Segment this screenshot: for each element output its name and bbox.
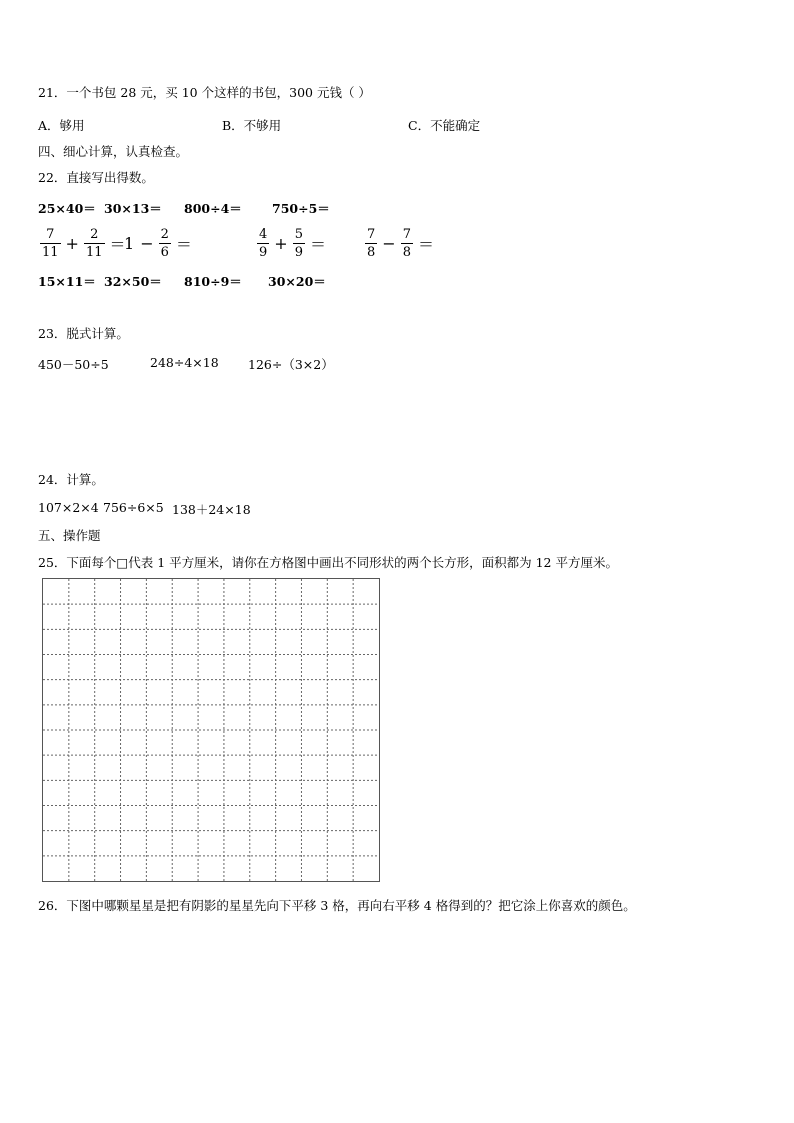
q22-fraction-expr-2 (124, 222, 195, 264)
q22-fraction-expr-4 (363, 222, 437, 264)
numerator: 5 (294, 226, 303, 242)
operator: − (140, 233, 154, 253)
operator: − (382, 233, 396, 253)
q22-expr-2: 30×13＝ (104, 201, 162, 216)
equals-sign: ＝ (417, 234, 434, 254)
fraction (40, 228, 61, 259)
denominator: 6 (160, 244, 169, 260)
grid-lines (43, 579, 379, 881)
q22-expr-8: 30×20＝ (268, 274, 326, 289)
q21-option-a: A．够用 (38, 118, 85, 133)
fraction (401, 228, 413, 259)
fraction (293, 228, 305, 259)
denominator: 8 (402, 244, 411, 260)
operator: + (274, 233, 288, 253)
whole-number: 1 (124, 233, 135, 253)
q25-text: 25．下面每个□代表 1 平方厘米，请你在方格图中画出不同形状的两个长方形，面积都为 12 平方厘米。 (38, 555, 618, 570)
numerator: 4 (259, 226, 268, 242)
q24-expr-3: 138＋24×18 (172, 502, 251, 517)
fraction (159, 228, 171, 259)
q22-fraction-expr-3 (255, 222, 329, 264)
q23-expr-3: 126÷（3×2） (248, 357, 334, 372)
denominator: 9 (294, 244, 303, 260)
numerator: 7 (46, 226, 55, 242)
q26-text: 26．下图中哪颗星星是把有阴影的星星先向下平移 3 格，再向右平移 4 格得到的？把它涂上你喜欢的颜色。 (38, 898, 636, 913)
denominator: 9 (259, 244, 268, 260)
section-4-heading: 四、细心计算，认真检查。 (38, 144, 189, 159)
q21-option-c: C．不能确定 (408, 118, 481, 133)
section-5-heading: 五、操作题 (38, 528, 101, 543)
denominator: 8 (367, 244, 376, 260)
q22-expr-6: 32×50＝ (104, 274, 162, 289)
denominator: 11 (42, 244, 59, 260)
fraction (365, 228, 377, 259)
q22-fraction-expr-1 (38, 222, 129, 264)
q22-expr-7: 810÷9＝ (184, 274, 242, 289)
equals-sign: ＝ (109, 234, 126, 254)
numerator: 2 (90, 226, 99, 242)
q21-text: 21．一个书包 28 元，买 10 个这样的书包，300 元钱（ ） (38, 85, 371, 100)
q24-text: 24．计算。 (38, 472, 104, 487)
numerator: 7 (402, 226, 411, 242)
q21-option-b: B．不够用 (222, 118, 282, 133)
q22-expr-5: 15×11＝ (38, 274, 96, 289)
equals-sign: ＝ (175, 234, 192, 254)
square-grid[interactable] (42, 578, 380, 882)
equals-sign: ＝ (309, 234, 326, 254)
operator: + (65, 233, 79, 253)
q22-text: 22．直接写出得数。 (38, 170, 154, 185)
numerator: 2 (160, 226, 169, 242)
q23-text: 23．脱式计算。 (38, 326, 129, 341)
q23-expr-2: 248÷4×18 (150, 355, 219, 370)
fraction (257, 228, 269, 259)
numerator: 7 (367, 226, 376, 242)
q23-expr-1: 450－50÷5 (38, 357, 109, 372)
q24-expr-2: 756÷6×5 (103, 500, 164, 515)
q22-expr-4: 750÷5＝ (272, 201, 330, 216)
q22-expr-1: 25×40＝ (38, 201, 96, 216)
fraction (84, 228, 105, 259)
q24-expr-1: 107×2×4 (38, 500, 99, 515)
q22-expr-3: 800÷4＝ (184, 201, 242, 216)
denominator: 11 (85, 244, 103, 260)
